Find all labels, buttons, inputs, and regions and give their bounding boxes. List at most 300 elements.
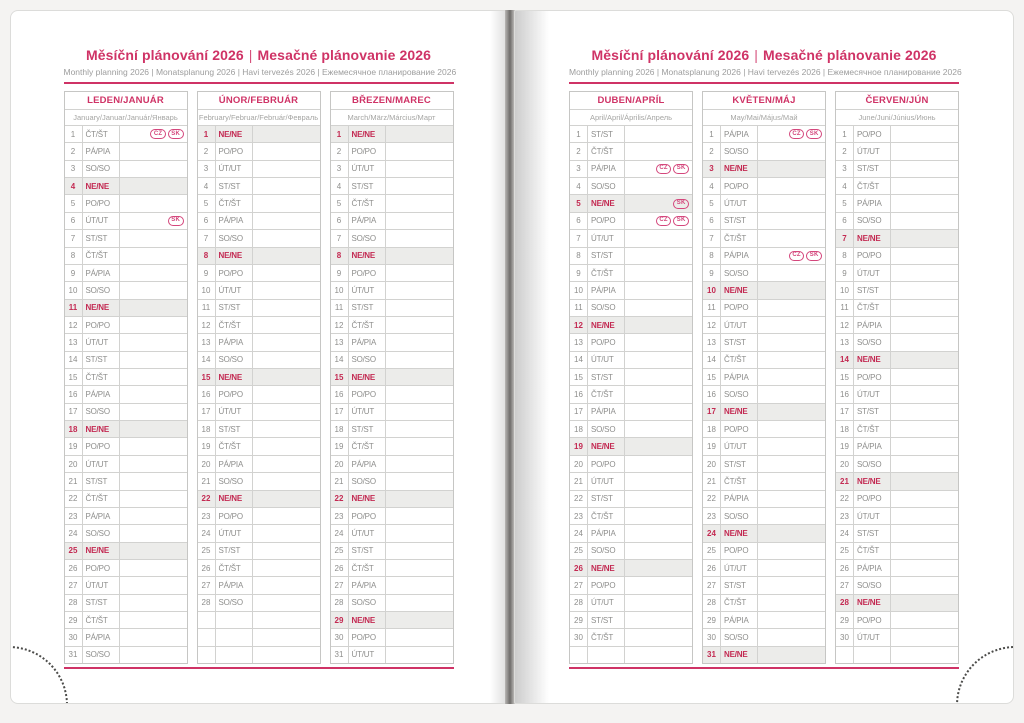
day-of-week: ÚT/UT xyxy=(588,473,625,489)
day-of-week: ST/ST xyxy=(216,543,253,559)
day-of-week: NE/NE xyxy=(721,404,758,420)
notes-cell xyxy=(120,265,187,281)
day-row xyxy=(65,369,187,386)
day-of-week: PÁ/PIA xyxy=(349,577,386,593)
day-number: 14 xyxy=(331,352,349,368)
day-number: 18 xyxy=(836,421,854,437)
day-row xyxy=(703,265,825,282)
day-of-week: ČT/ŠT xyxy=(721,230,758,246)
notes-cell xyxy=(253,577,320,593)
notes-cell xyxy=(386,248,453,264)
day-row xyxy=(703,248,825,265)
day-number: 1 xyxy=(703,126,721,142)
day-number: 25 xyxy=(65,543,83,559)
day-of-week: SO/SO xyxy=(83,525,120,541)
day-of-week: ST/ST xyxy=(588,248,625,264)
page-title-czech: Měsíční plánování 2026 xyxy=(85,47,244,63)
day-of-week: PÁ/PIA xyxy=(721,248,758,264)
day-number: 3 xyxy=(703,161,721,177)
day-row xyxy=(331,265,453,282)
day-of-week: ÚT/UT xyxy=(854,629,891,645)
day-number: 22 xyxy=(703,491,721,507)
notes-cell xyxy=(625,473,692,489)
day-number: 5 xyxy=(65,195,83,211)
day-row xyxy=(198,230,320,247)
notes-cell xyxy=(625,421,692,437)
day-number: 24 xyxy=(570,525,588,541)
day-row xyxy=(65,230,187,247)
day-of-week: NE/NE xyxy=(349,248,386,264)
notes-cell xyxy=(120,300,187,316)
day-of-week: PO/PO xyxy=(216,143,253,159)
day-row xyxy=(836,386,958,403)
day-of-week: PÁ/PIA xyxy=(83,508,120,524)
day-number: 20 xyxy=(198,456,216,472)
day-of-week: PO/PO xyxy=(721,543,758,559)
day-of-week: SO/SO xyxy=(854,456,891,472)
top-rule xyxy=(569,82,959,84)
day-number: 3 xyxy=(570,161,588,177)
day-row xyxy=(703,230,825,247)
holiday-badge-cz: CZ xyxy=(150,129,165,139)
day-row xyxy=(836,248,958,265)
day-number: 17 xyxy=(331,404,349,420)
day-row xyxy=(703,543,825,560)
notes-cell xyxy=(758,195,825,211)
day-number: 16 xyxy=(331,386,349,402)
day-row xyxy=(331,230,453,247)
notes-cell xyxy=(758,595,825,611)
day-row xyxy=(836,456,958,473)
day-of-week: ST/ST xyxy=(588,126,625,142)
day-number: 1 xyxy=(331,126,349,142)
notes-cell xyxy=(386,404,453,420)
day-of-week: SO/SO xyxy=(588,178,625,194)
day-number: 2 xyxy=(198,143,216,159)
day-of-week: PÁ/PIA xyxy=(349,213,386,229)
month-rows xyxy=(331,126,453,663)
page-title xyxy=(64,47,454,63)
notes-cell xyxy=(253,230,320,246)
day-number: 7 xyxy=(198,230,216,246)
day-number: 5 xyxy=(570,195,588,211)
day-number: 17 xyxy=(836,404,854,420)
day-of-week: PO/PO xyxy=(588,456,625,472)
day-row xyxy=(198,265,320,282)
day-of-week: PO/PO xyxy=(83,195,120,211)
holiday-badge-cz: CZ xyxy=(789,129,804,139)
day-of-week: PO/PO xyxy=(854,612,891,628)
day-of-week: NE/NE xyxy=(721,525,758,541)
notes-cell xyxy=(120,282,187,298)
day-number: 7 xyxy=(703,230,721,246)
day-row xyxy=(331,143,453,160)
month-languages: May/Mai/Május/Май xyxy=(703,110,825,126)
notes-cell xyxy=(386,143,453,159)
day-number: 26 xyxy=(198,560,216,576)
day-of-week: ÚT/UT xyxy=(854,143,891,159)
day-row xyxy=(65,248,187,265)
day-number: 14 xyxy=(836,352,854,368)
day-row xyxy=(198,491,320,508)
day-number: 4 xyxy=(703,178,721,194)
day-of-week: NE/NE xyxy=(854,473,891,489)
day-row xyxy=(65,595,187,612)
day-number: 28 xyxy=(836,595,854,611)
day-row xyxy=(65,143,187,160)
day-number: 13 xyxy=(836,334,854,350)
day-row xyxy=(65,195,187,212)
notes-cell xyxy=(386,491,453,507)
day-of-week: PÁ/PIA xyxy=(83,265,120,281)
day-of-week: SO/SO xyxy=(349,230,386,246)
day-row xyxy=(836,213,958,230)
day-number: 23 xyxy=(703,508,721,524)
notes-cell xyxy=(625,178,692,194)
day-row xyxy=(198,178,320,195)
day-of-week: PÁ/PIA xyxy=(588,161,625,177)
day-of-week: ST/ST xyxy=(721,213,758,229)
notes-cell xyxy=(386,386,453,402)
day-number: 26 xyxy=(836,560,854,576)
notes-cell xyxy=(386,525,453,541)
day-row xyxy=(570,143,692,160)
day-row xyxy=(331,282,453,299)
notes-cell xyxy=(891,560,958,576)
page-title-slovak: Mesačné plánovanie 2026 xyxy=(257,47,432,63)
day-number: 10 xyxy=(331,282,349,298)
day-number: 2 xyxy=(703,143,721,159)
day-row xyxy=(65,161,187,178)
day-of-week: SO/SO xyxy=(349,473,386,489)
day-row xyxy=(703,491,825,508)
day-row xyxy=(836,369,958,386)
notes-cell xyxy=(253,126,320,142)
day-number: 19 xyxy=(570,438,588,454)
day-row xyxy=(570,352,692,369)
notes-cell xyxy=(758,577,825,593)
day-of-week: ÚT/UT xyxy=(349,525,386,541)
notes-cell xyxy=(253,352,320,368)
day-of-week: SO/SO xyxy=(83,282,120,298)
day-number: 17 xyxy=(703,404,721,420)
notes-cell xyxy=(758,508,825,524)
day-of-week: SO/SO xyxy=(854,577,891,593)
day-number: 10 xyxy=(198,282,216,298)
day-number: 2 xyxy=(836,143,854,159)
day-of-week: PO/PO xyxy=(349,265,386,281)
day-row xyxy=(198,438,320,455)
notes-cell xyxy=(253,543,320,559)
day-of-week: SO/SO xyxy=(349,595,386,611)
day-number xyxy=(836,647,854,663)
notes-cell xyxy=(625,543,692,559)
day-number: 13 xyxy=(198,334,216,350)
day-number: 11 xyxy=(331,300,349,316)
day-of-week: ST/ST xyxy=(349,178,386,194)
day-row xyxy=(570,248,692,265)
notes-cell xyxy=(891,265,958,281)
day-of-week: PÁ/PIA xyxy=(349,334,386,350)
day-of-week: ČT/ŠT xyxy=(349,560,386,576)
day-of-week: NE/NE xyxy=(216,126,253,142)
notes-cell xyxy=(891,647,958,663)
day-of-week: ÚT/UT xyxy=(588,595,625,611)
day-of-week: PÁ/PIA xyxy=(83,386,120,402)
day-of-week: ST/ST xyxy=(854,404,891,420)
notes-cell xyxy=(386,161,453,177)
holiday-badge-sk: SK xyxy=(806,129,822,139)
day-number: 11 xyxy=(65,300,83,316)
day-row xyxy=(836,195,958,212)
day-row xyxy=(836,560,958,577)
day-number: 15 xyxy=(703,369,721,385)
day-row xyxy=(331,629,453,646)
day-of-week: ÚT/UT xyxy=(349,647,386,663)
notes-cell xyxy=(758,525,825,541)
day-number: 30 xyxy=(570,629,588,645)
day-row xyxy=(836,143,958,160)
day-number: 11 xyxy=(836,300,854,316)
notes-cell xyxy=(253,248,320,264)
notes-cell xyxy=(120,612,187,628)
empty-row xyxy=(198,647,320,663)
day-row xyxy=(198,369,320,386)
months-grid-right xyxy=(569,91,959,664)
notes-cell xyxy=(386,282,453,298)
notes-cell xyxy=(625,317,692,333)
page-title-slovak: Mesačné plánovanie 2026 xyxy=(763,47,937,63)
day-row xyxy=(703,647,825,663)
notes-cell xyxy=(758,300,825,316)
day-of-week: SO/SO xyxy=(721,508,758,524)
day-of-week: ÚT/UT xyxy=(83,334,120,350)
day-number: 2 xyxy=(331,143,349,159)
day-of-week: ST/ST xyxy=(83,473,120,489)
day-row xyxy=(65,508,187,525)
day-row xyxy=(331,543,453,560)
day-number: 7 xyxy=(570,230,588,246)
day-number: 23 xyxy=(836,508,854,524)
notes-cell xyxy=(386,300,453,316)
day-row xyxy=(198,404,320,421)
day-number: 5 xyxy=(198,195,216,211)
notes-cell xyxy=(253,473,320,489)
day-row xyxy=(836,491,958,508)
notes-cell xyxy=(253,195,320,211)
day-row xyxy=(836,161,958,178)
day-number: 26 xyxy=(65,560,83,576)
notes-cell xyxy=(625,195,692,211)
day-row xyxy=(570,508,692,525)
day-of-week: ÚT/UT xyxy=(721,438,758,454)
months-grid-left xyxy=(64,91,454,664)
day-number xyxy=(198,647,216,663)
notes-cell xyxy=(625,126,692,142)
holiday-badge-sk: SK xyxy=(673,199,689,209)
day-of-week: ÚT/UT xyxy=(349,161,386,177)
day-of-week: SO/SO xyxy=(216,352,253,368)
day-row xyxy=(703,213,825,230)
day-of-week xyxy=(216,629,253,645)
notes-cell xyxy=(386,352,453,368)
day-number: 6 xyxy=(703,213,721,229)
day-of-week: ČT/ŠT xyxy=(83,612,120,628)
day-row xyxy=(570,178,692,195)
day-number: 27 xyxy=(331,577,349,593)
day-number: 13 xyxy=(331,334,349,350)
day-number: 8 xyxy=(65,248,83,264)
notes-cell xyxy=(625,282,692,298)
day-number: 28 xyxy=(570,595,588,611)
day-row xyxy=(65,404,187,421)
notes-cell xyxy=(891,543,958,559)
day-of-week: PO/PO xyxy=(83,560,120,576)
day-row xyxy=(570,386,692,403)
day-number: 27 xyxy=(703,577,721,593)
notes-cell xyxy=(253,438,320,454)
day-of-week: PO/PO xyxy=(721,421,758,437)
day-of-week: PO/PO xyxy=(588,213,625,229)
notes-cell xyxy=(120,491,187,507)
day-number: 12 xyxy=(65,317,83,333)
top-rule xyxy=(64,82,454,84)
day-of-week: PO/PO xyxy=(216,386,253,402)
day-number: 27 xyxy=(570,577,588,593)
day-number: 27 xyxy=(836,577,854,593)
day-number: 30 xyxy=(836,629,854,645)
day-row xyxy=(703,143,825,160)
notes-cell xyxy=(253,508,320,524)
notes-cell xyxy=(120,230,187,246)
day-of-week: ČT/ŠT xyxy=(854,178,891,194)
day-row xyxy=(331,525,453,542)
day-row xyxy=(570,438,692,455)
day-number: 4 xyxy=(331,178,349,194)
day-of-week: ÚT/UT xyxy=(854,508,891,524)
notes-cell xyxy=(758,126,825,142)
day-number: 15 xyxy=(331,369,349,385)
notes-cell xyxy=(253,334,320,350)
notes-cell xyxy=(253,629,320,645)
month-column xyxy=(64,91,188,664)
holiday-badge-sk: SK xyxy=(806,251,822,261)
month-column xyxy=(835,91,959,664)
day-row xyxy=(65,352,187,369)
notes-cell xyxy=(625,560,692,576)
day-row xyxy=(198,300,320,317)
day-of-week: ÚT/UT xyxy=(349,282,386,298)
day-number: 24 xyxy=(836,525,854,541)
day-of-week: ČT/ŠT xyxy=(854,543,891,559)
notes-cell xyxy=(758,404,825,420)
notes-cell xyxy=(253,560,320,576)
day-of-week: ÚT/UT xyxy=(721,560,758,576)
day-number: 8 xyxy=(836,248,854,264)
day-row xyxy=(703,473,825,490)
day-row xyxy=(198,352,320,369)
day-number: 22 xyxy=(198,491,216,507)
notes-cell xyxy=(758,213,825,229)
day-number: 10 xyxy=(836,282,854,298)
day-number: 8 xyxy=(703,248,721,264)
day-of-week: PO/PO xyxy=(349,508,386,524)
day-row xyxy=(198,317,320,334)
day-of-week: PÁ/PIA xyxy=(349,456,386,472)
day-of-week: SO/SO xyxy=(721,265,758,281)
holiday-badge-sk: SK xyxy=(168,216,184,226)
day-of-week: ST/ST xyxy=(216,300,253,316)
day-row xyxy=(331,352,453,369)
page-title-czech: Měsíční plánování 2026 xyxy=(591,47,750,63)
notes-cell xyxy=(120,404,187,420)
day-row xyxy=(570,525,692,542)
holiday-badge-cz: CZ xyxy=(789,251,804,261)
day-of-week: NE/NE xyxy=(349,491,386,507)
day-number xyxy=(198,629,216,645)
day-of-week: ST/ST xyxy=(854,282,891,298)
day-of-week: ST/ST xyxy=(216,178,253,194)
month-rows xyxy=(198,126,320,663)
day-of-week: ČT/ŠT xyxy=(216,560,253,576)
day-row xyxy=(703,404,825,421)
notes-cell xyxy=(625,369,692,385)
day-of-week: ČT/ŠT xyxy=(721,352,758,368)
holiday-badge-sk: SK xyxy=(168,129,184,139)
day-number: 9 xyxy=(65,265,83,281)
notes-cell xyxy=(253,265,320,281)
notes-cell xyxy=(758,369,825,385)
notes-cell xyxy=(120,438,187,454)
day-number: 21 xyxy=(65,473,83,489)
notes-cell xyxy=(625,248,692,264)
day-of-week: NE/NE xyxy=(588,438,625,454)
notes-cell xyxy=(891,386,958,402)
notes-cell xyxy=(386,265,453,281)
notes-cell xyxy=(120,560,187,576)
notes-cell xyxy=(120,543,187,559)
empty-row xyxy=(836,647,958,663)
day-number: 21 xyxy=(331,473,349,489)
notes-cell xyxy=(253,456,320,472)
day-of-week: ST/ST xyxy=(721,577,758,593)
day-of-week: NE/NE xyxy=(854,230,891,246)
day-number: 17 xyxy=(570,404,588,420)
notes-cell xyxy=(253,317,320,333)
notes-cell xyxy=(386,629,453,645)
day-number: 4 xyxy=(65,178,83,194)
notes-cell xyxy=(891,300,958,316)
notes-cell xyxy=(253,595,320,611)
holiday-badge-sk: SK xyxy=(673,164,689,174)
day-of-week: ÚT/UT xyxy=(216,161,253,177)
day-of-week: PO/PO xyxy=(83,438,120,454)
day-row xyxy=(198,595,320,612)
notes-cell xyxy=(120,595,187,611)
day-number: 5 xyxy=(836,195,854,211)
day-row xyxy=(703,317,825,334)
day-row xyxy=(331,213,453,230)
day-row xyxy=(703,161,825,178)
day-of-week: PÁ/PIA xyxy=(216,213,253,229)
day-row xyxy=(198,282,320,299)
day-row xyxy=(65,456,187,473)
day-row xyxy=(198,525,320,542)
day-number: 17 xyxy=(198,404,216,420)
day-number: 21 xyxy=(836,473,854,489)
day-row xyxy=(331,612,453,629)
notes-cell xyxy=(120,126,187,142)
